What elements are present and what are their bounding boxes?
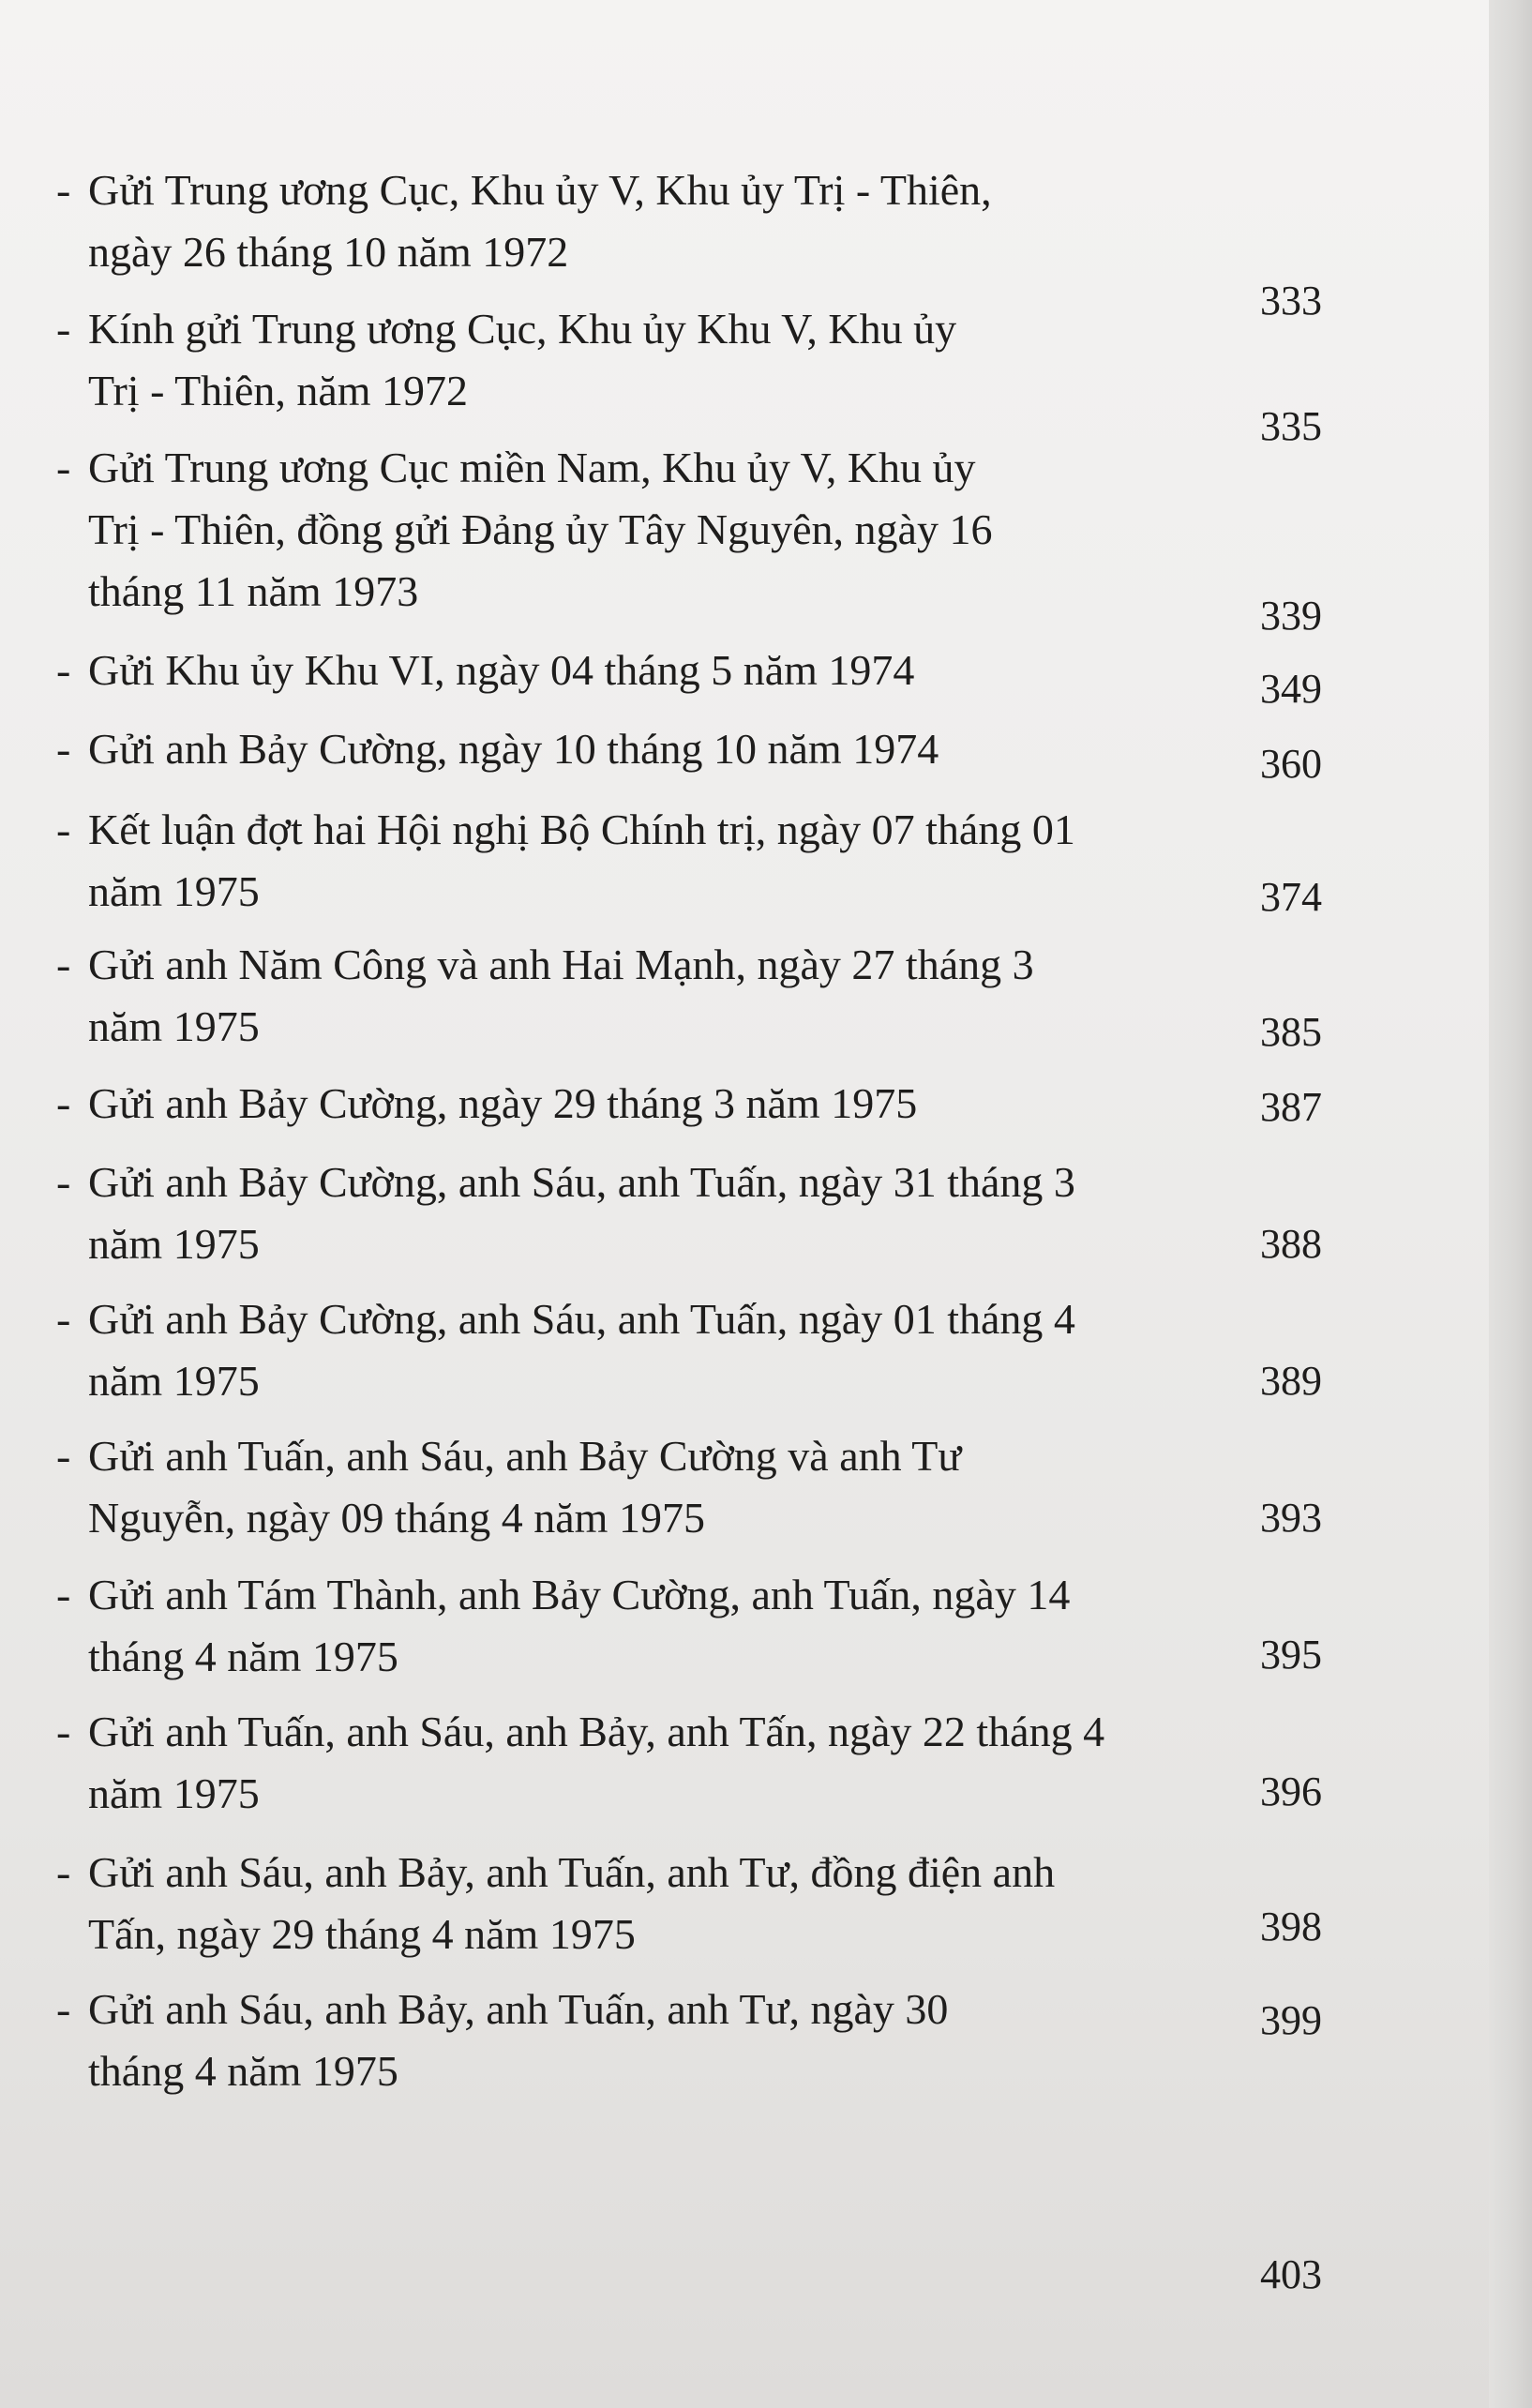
toc-entry-line	[56, 437, 1134, 499]
toc-entry	[56, 1425, 1134, 1549]
toc-entry-text: tháng 11 năm 1973	[88, 567, 419, 615]
list-dash: -	[56, 1432, 71, 1480]
list-dash: -	[56, 166, 71, 214]
list-dash: -	[56, 1158, 71, 1206]
toc-page-number: 398	[1260, 1904, 1322, 1949]
toc-entry	[56, 1073, 1134, 1135]
toc-entry-line	[56, 1979, 1134, 2040]
toc-entry-line	[56, 1564, 1134, 1626]
toc-entry-text: năm 1975	[88, 1357, 260, 1405]
toc-entry-line	[56, 159, 1134, 221]
toc-entry-text: Gửi anh Bảy Cường, anh Sáu, anh Tuấn, ngày 31 tháng 3	[88, 1158, 1075, 1206]
list-dash: -	[56, 725, 71, 773]
toc-entry-line	[56, 640, 1134, 701]
toc-entry-text: ngày 26 tháng 10 năm 1972	[88, 228, 569, 276]
toc-page-number: 399	[1260, 1997, 1322, 2043]
toc-entry-text: Gửi anh Tuấn, anh Sáu, anh Bảy Cường và anh Tư	[88, 1432, 962, 1480]
toc-entry-line	[56, 1151, 1134, 1213]
toc-page-number: 385	[1260, 1009, 1322, 1055]
toc-page-number: 393	[1260, 1495, 1322, 1541]
toc-page-number: 360	[1260, 741, 1322, 787]
toc-entry-text: Tấn, ngày 29 tháng 4 năm 1975	[88, 1910, 636, 1958]
toc-page-number: 374	[1260, 874, 1322, 920]
toc-entry-text: Gửi anh Sáu, anh Bảy, anh Tuấn, anh Tư, đồng điện anh	[88, 1848, 1056, 1896]
toc-page-number: 388	[1260, 1221, 1322, 1267]
list-dash: -	[56, 941, 71, 988]
toc-entry-text: Gửi anh Năm Công và anh Hai Mạnh, ngày 27 tháng 3	[88, 941, 1034, 988]
toc-entry-line	[56, 1425, 1134, 1487]
toc-entry	[56, 1288, 1134, 1412]
toc-entry	[56, 1701, 1134, 1825]
toc-page-number: 333	[1260, 278, 1322, 324]
list-dash: -	[56, 1079, 71, 1127]
toc-entry	[56, 437, 1134, 623]
toc-page-number: 389	[1260, 1358, 1322, 1404]
toc-entry-text: Trị - Thiên, đồng gửi Đảng ủy Tây Nguyên, ngày 16	[88, 505, 993, 553]
toc-entry-text: Gửi Khu ủy Khu VI, ngày 04 tháng 5 năm 1974	[88, 646, 915, 694]
toc-entry-line	[56, 1073, 1134, 1135]
list-dash: -	[56, 1708, 71, 1755]
toc-entry-text: Nguyễn, ngày 09 tháng 4 năm 1975	[88, 1494, 705, 1542]
toc-entry-text: tháng 4 năm 1975	[88, 1633, 398, 1680]
toc-entry-text: Gửi Trung ương Cục miền Nam, Khu ủy V, Khu ủy	[88, 444, 976, 491]
toc-entry-text: tháng 4 năm 1975	[88, 2047, 398, 2095]
toc-entry	[56, 298, 1134, 422]
toc-entry	[56, 1151, 1134, 1275]
toc-entry-line	[56, 934, 1134, 996]
toc-entry-text: Gửi anh Tám Thành, anh Bảy Cường, anh Tuấn, ngày 14	[88, 1571, 1071, 1618]
toc-entry-text: Gửi Trung ương Cục, Khu ủy V, Khu ủy Trị - Thiên,	[88, 166, 992, 214]
toc-page-number: 396	[1260, 1768, 1322, 1814]
toc-entry-text: Gửi anh Bảy Cường, anh Sáu, anh Tuấn, ngày 01 tháng 4	[88, 1295, 1075, 1343]
toc-page-number: 335	[1260, 403, 1322, 449]
toc-entry-line	[56, 298, 1134, 360]
toc-entry-text: năm 1975	[88, 1769, 260, 1817]
toc-page-number: 349	[1260, 666, 1322, 712]
toc-entry-text: Trị - Thiên, năm 1972	[88, 367, 469, 414]
list-dash: -	[56, 1571, 71, 1618]
toc-entry-text: năm 1975	[88, 1002, 260, 1050]
toc-entry	[56, 799, 1134, 923]
toc-entry	[56, 718, 1134, 780]
toc-entry-line	[56, 799, 1134, 861]
toc-page-number: 387	[1260, 1084, 1322, 1130]
toc-entry	[56, 1979, 1134, 2102]
list-dash: -	[56, 1985, 71, 2033]
list-dash: -	[56, 305, 71, 353]
toc-entry-line	[56, 1288, 1134, 1350]
toc-entry-text: Kết luận đợt hai Hội nghị Bộ Chính trị, ngày 07 tháng 01	[88, 805, 1075, 853]
toc-entry	[56, 640, 1134, 701]
list-dash: -	[56, 444, 71, 491]
toc-entry-line	[56, 1842, 1134, 1904]
toc-entry-line	[56, 718, 1134, 780]
toc-entry-text: Gửi anh Bảy Cường, ngày 10 tháng 10 năm 1974	[88, 725, 939, 773]
toc-page-number: 339	[1260, 593, 1322, 639]
toc-entry-text: năm 1975	[88, 867, 260, 915]
toc-entry-text: Kính gửi Trung ương Cục, Khu ủy Khu V, Khu ủy	[88, 305, 957, 353]
toc-entry-text: Gửi anh Bảy Cường, ngày 29 tháng 3 năm 1975	[88, 1079, 918, 1127]
toc-entry	[56, 159, 1134, 283]
toc-entry	[56, 1564, 1134, 1688]
list-dash: -	[56, 1848, 71, 1896]
toc-entry-line	[56, 1701, 1134, 1763]
toc-entry	[56, 934, 1134, 1058]
toc-entry-text: Gửi anh Sáu, anh Bảy, anh Tuấn, anh Tư, ngày 30	[88, 1985, 949, 2033]
list-dash: -	[56, 646, 71, 694]
page-number: 403	[1260, 2251, 1322, 2297]
toc-entry	[56, 1842, 1134, 1965]
list-dash: -	[56, 805, 71, 853]
toc-page-number: 395	[1260, 1632, 1322, 1678]
toc-entry-text: năm 1975	[88, 1220, 260, 1268]
list-dash: -	[56, 1295, 71, 1343]
toc-entry-text: Gửi anh Tuấn, anh Sáu, anh Bảy, anh Tấn, ngày 22 tháng 4	[88, 1708, 1105, 1755]
